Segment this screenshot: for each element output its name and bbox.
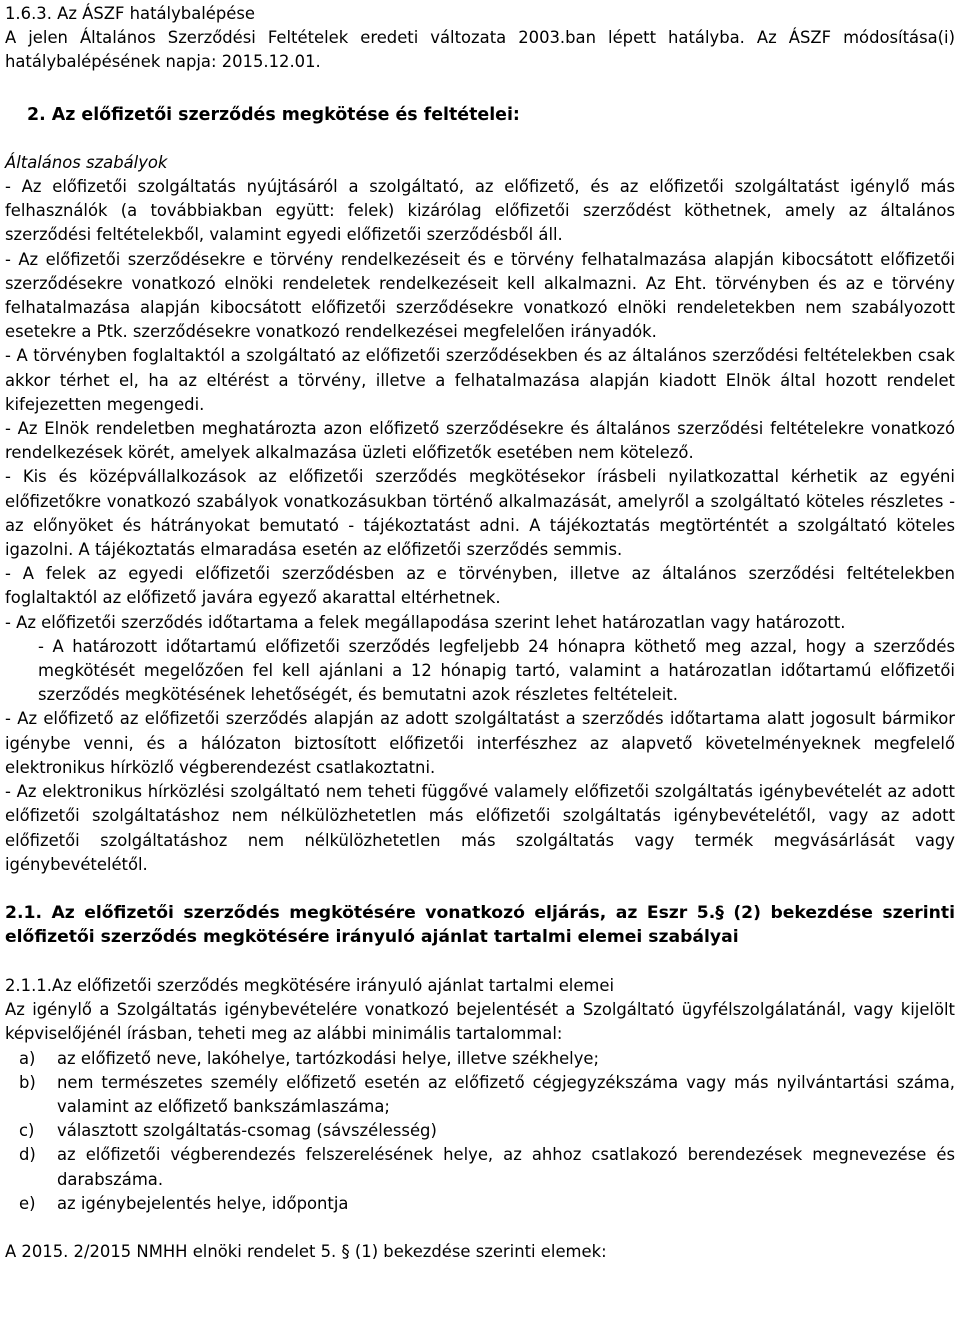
section-heading-2: 2. Az előfizetői szerződés megkötése és feltételei: (27, 104, 520, 125)
section-2-1-1-intro: Az igénylő a Szolgáltatás igénybevételére vonatkozó bejelentését a Szolgáltató ügyfélszolgálatánál, vagy kijelölt képviselőjénél írásban, teheti meg az alábbi minimális tartalommal: (5, 1000, 955, 1044)
list-item-text: az előfizetői végberendezés felszerelésének helye, az ahhoz csatlakozó berendezések megnevezése és darabszáma. (57, 1145, 955, 1189)
paragraph: - Az elektronikus hírközlési szolgáltató nem teheti függővé valamely előfizetői szolgáltatás igénybevételét az adott előfizetői szolgáltatáshoz nem nélkülözhetetlen más előfizetői szolgáltatás igénybevételétől, vagy az adott előfizetői szolgáltatáshoz nem nélkülözhetetlen más szolgáltatás vagy termék megvásárlását vagy igénybevételétől. (5, 782, 955, 874)
list-item-label: d) (19, 1145, 36, 1165)
paragraph: - Az előfizetői szerződésekre e törvény rendelkezéseit és e törvény felhatalmazása alapján kibocsátott előfizetői szerződésekre vonatkozó elnöki rendeletek rendelkezéseit kell alkalmazni. Az Eht. törvényben és az e törvény felhatalmazása alapján kibocsátott előfizetői szerződésekre vonatkozó elnöki rendeletekben nem szabályozott esetekre a Ptk. szerződésekre vonatkozó rendelkezései megfelelően irányadók. (5, 249, 955, 342)
paragraph: - Az előfizetői szolgáltatás nyújtásáról a szolgáltató, az előfizető, és az előfizetői szolgáltatást igénylő más felhasználók (a továbbiakban együtt: felek) kizárólag előfizetői szerződést köthetnek, amely az általános szerződési feltételekből, valamint egyedi előfizetői szerződésből áll. (5, 177, 955, 245)
list-item-label: b) (19, 1072, 36, 1092)
list-item-text: az előfizető neve, lakóhelye, tartózkodási helye, illetve székhelye; (57, 1048, 600, 1068)
section-heading-2-1-1: 2.1.1.Az előfizetői szerződés megkötésére irányuló ajánlat tartalmi elemei (5, 975, 615, 995)
subheading-general-rules: Általános szabályok (5, 152, 168, 172)
list-item-label: a) (19, 1048, 36, 1068)
section-heading-2-1: 2.1. Az előfizetői szerződés megkötésére vonatkozó eljárás, az Eszr 5.§ (2) bekezdése szerinti előfizetői szerződés megkötésére irányuló ajánlat tartalmi elemei szabályai (5, 902, 955, 948)
list-item-label: c) (19, 1121, 35, 1141)
paragraph: - A törvényben foglaltaktól a szolgáltató az előfizetői szerződésekben és az általános szerződési feltételekben csak akkor térhet el, ha az eltérést a törvény, illetve a felhatalmazása alapján kiadott Elnök által hozott rendelet kifejezetten megengedi. (5, 346, 955, 414)
paragraph: - Az előfizetői szerződés időtartama a felek megállapodása szerint lehet határozatlan vagy határozott. (5, 612, 846, 632)
list-item-text: nem természetes személy előfizető esetén az előfizető cégjegyzékszáma vagy más nyilvántartási száma, valamint az előfizető bankszámlaszáma; (57, 1072, 955, 1116)
list-item-text: választott szolgáltatás-csomag (sávszélesség) (57, 1121, 437, 1141)
paragraph: - Az előfizető az előfizetői szerződés alapján az adott szolgáltatást a szerződés időtartama alatt jogosult bármikor igénybe venni, és a hálózaton biztosított előfizetői interfészhez az alapvető követelményeknek megfelelő elektronikus hírközlő végberendezést csatlakoztatni. (5, 709, 955, 777)
section-1-6-3-text: A jelen Általános Szerződési Feltételek eredeti változata 2003.ban lépett hatályba. Az ÁSZF módosítása(i) hatálybalépésének napja: 2015.12.01. (5, 28, 955, 72)
indented-paragraph: - A határozott időtartamú előfizetői szerződés legfeljebb 24 hónapra köthető meg azzal, hogy a szerződés megkötését megelőzően fel kell ajánlani a 12 hónapig tartó, valamint a határozatlan időtartamú előfizetői szerződés megkötésének lehetőségét, és bemutatni azok részletes feltételeit. (38, 636, 955, 705)
requirements-list (5, 1047, 955, 1216)
paragraph: - Kis és középvállalkozások az előfizetői szerződés megkötésekor írásbeli nyilatkozattal kérhetik az egyéni előfizetőkre vonatkozó szabályok vonatkozásukban történő alkalmazását, amelyről a szolgáltató köteles részletes - az előnyöket és hátrányokat bemutató - tájékoztatást adni. A tájékoztatás megtörténtét a szolgáltató köteles igazolni. A tájékoztatás elmaradása esetén az előfizetői szerződés semmis. (5, 467, 955, 560)
list-item-label: e) (19, 1193, 36, 1213)
list-item (5, 1047, 955, 1071)
list-item-text: az igénybejelentés helye, időpontja (57, 1193, 349, 1213)
list-item (5, 1119, 955, 1143)
list-item (5, 1071, 955, 1119)
section-heading-1-6-3: 1.6.3. Az ÁSZF hatálybalépése (5, 4, 255, 23)
list-item (5, 1192, 955, 1216)
list-item (5, 1143, 955, 1191)
footer-line: A 2015. 2/2015 NMHH elnöki rendelet 5. § (1) bekezdése szerinti elemek: (5, 1241, 607, 1261)
paragraph: - Az Elnök rendeletben meghatározta azon előfizető szerződésekre és általános szerződési feltételekre vonatkozó rendelkezések körét, amelyek alkalmazása üzleti előfizetők esetében nem kötelező. (5, 419, 955, 463)
paragraph: - A felek az egyedi előfizetői szerződésben az e törvényben, illetve az általános szerződési feltételekben foglaltaktól az előfizető javára egyező akarattal eltérhetnek. (5, 564, 955, 608)
